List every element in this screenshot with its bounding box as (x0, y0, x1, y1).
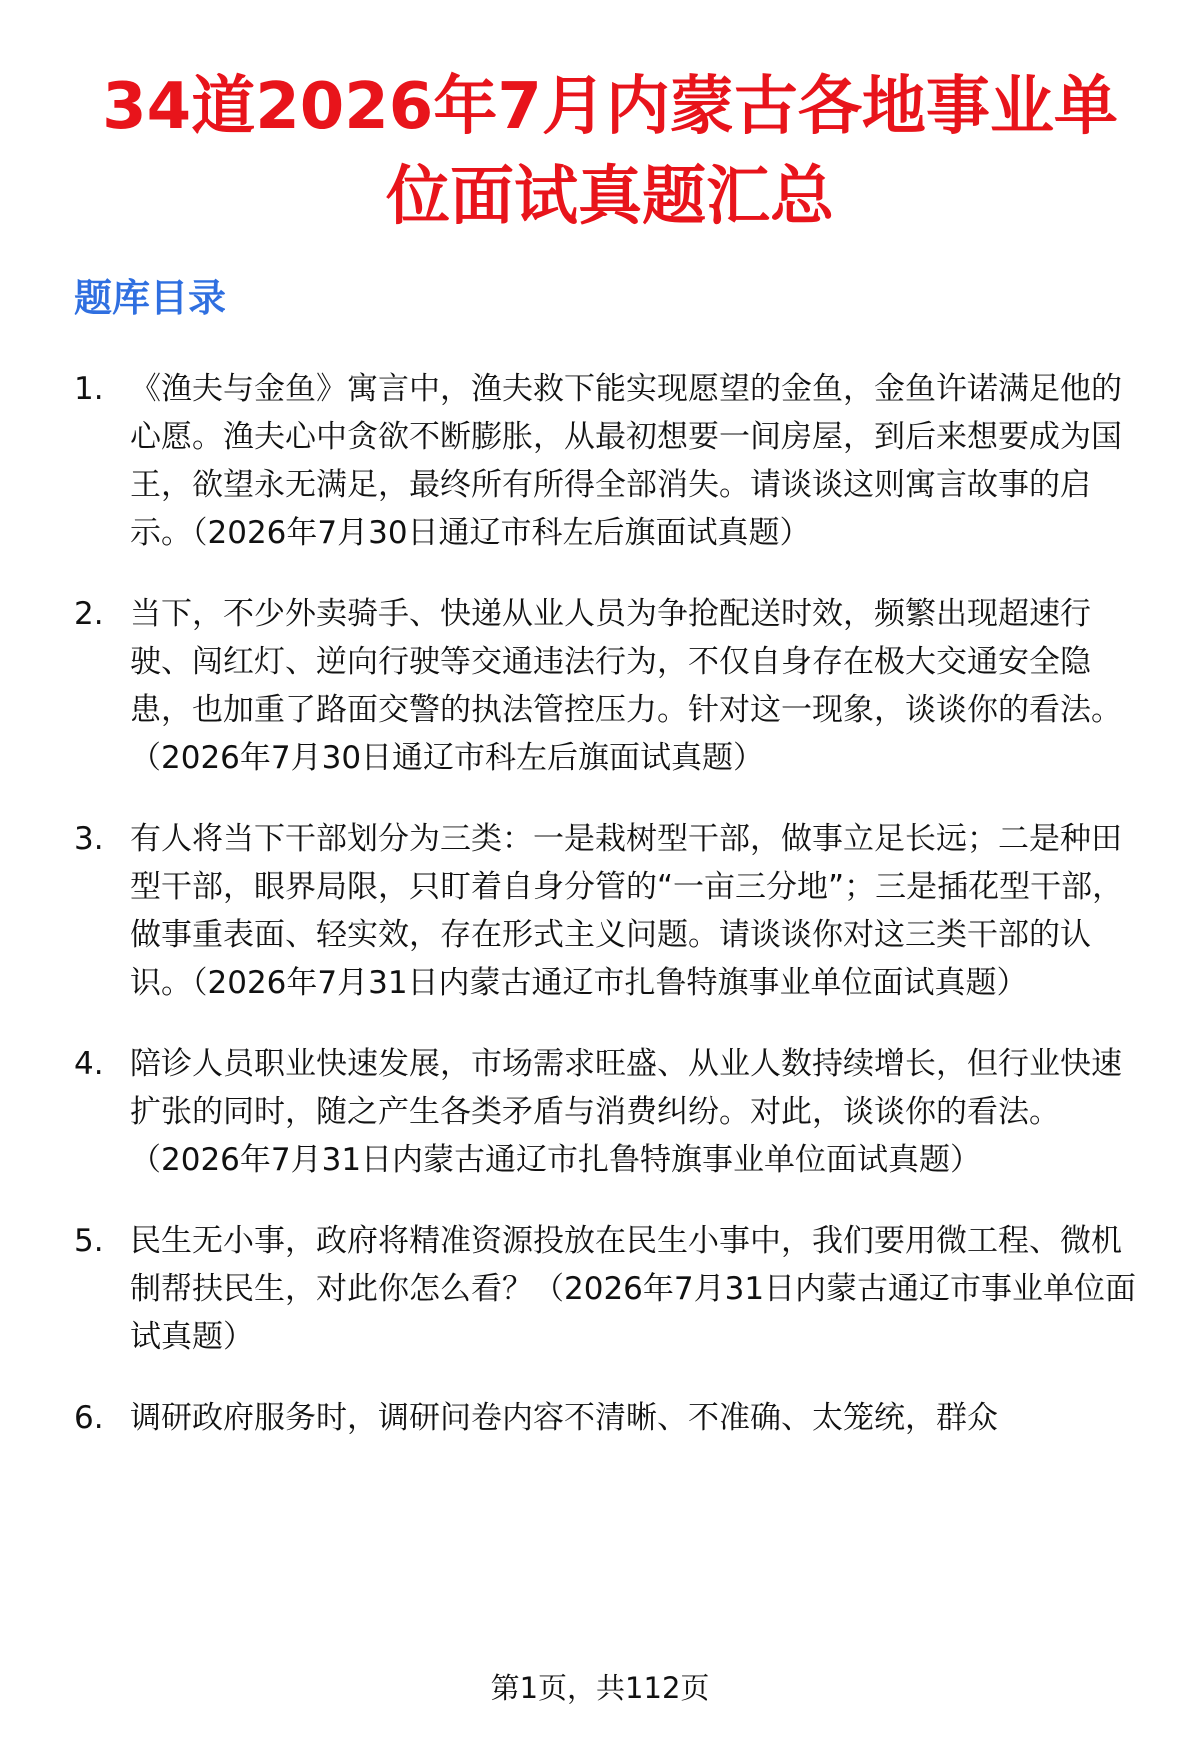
question-text: 《渔夫与金鱼》寓言中，渔夫救下能实现愿望的金鱼，金鱼许诺满足他的心愿。渔夫心中贪欲不断膨胀，从最初想要一间房屋，到后来想要成为国王，欲望永无满足，最终所有所得全部消失。请谈谈这则寓言故事的启示。（2026年7月30日通辽市科左后旗面试真题） (130, 371, 1122, 551)
page-footer: 第1页，共112页 (490, 1671, 710, 1705)
question-number: 2. (74, 596, 104, 632)
question-text: 陪诊人员职业快速发展，市场需求旺盛、从业人数持续增长，但行业快速扩张的同时，随之产生各类矛盾与消费纠纷。对此，谈谈你的看法。（2026年7月31日内蒙古通辽市扎鲁特旗事业单位面试真题） (130, 1046, 1122, 1178)
question-number: 1. (74, 371, 104, 407)
question-text: 调研政府服务时，调研问卷内容不清晰、不准确、太笼统，群众 (130, 1400, 998, 1436)
question-text: 有人将当下干部划分为三类：一是栽树型干部，做事立足长远；二是种田型干部，眼界局限，只盯着自身分管的“一亩三分地”；三是插花型干部，做事重表面、轻实效，存在形式主义问题。请谈谈你对这三类干部的认识。（2026年7月31日内蒙古通辽市扎鲁特旗事业单位面试真题） (130, 821, 1124, 1001)
question-item (74, 815, 1144, 1007)
question-number: 5. (74, 1223, 104, 1259)
page-title: 34道2026年7月内蒙古各地事业单位面试真题汇总 (102, 70, 1118, 234)
toc-heading: 题库目录 (74, 276, 227, 320)
question-number: 6. (74, 1400, 104, 1436)
question-number: 3. (74, 821, 104, 857)
question-text: 当下，不少外卖骑手、快递从业人员为争抢配送时效，频繁出现超速行驶、闯红灯、逆向行驶等交通违法行为，不仅自身存在极大交通安全隐患，也加重了路面交警的执法管控压力。针对这一现象，谈谈你的看法。（2026年7月30日通辽市科左后旗面试真题） (130, 596, 1122, 776)
question-item (74, 1217, 1144, 1361)
question-item (74, 1394, 1144, 1442)
question-item (74, 590, 1144, 782)
question-text: 民生无小事，政府将精准资源投放在民生小事中，我们要用微工程、微机制帮扶民生，对此你怎么看？（2026年7月31日内蒙古通辽市事业单位面试真题） (130, 1223, 1137, 1355)
question-list (74, 365, 1144, 1475)
question-item (74, 365, 1144, 557)
question-item (74, 1040, 1144, 1184)
question-number: 4. (74, 1046, 104, 1082)
